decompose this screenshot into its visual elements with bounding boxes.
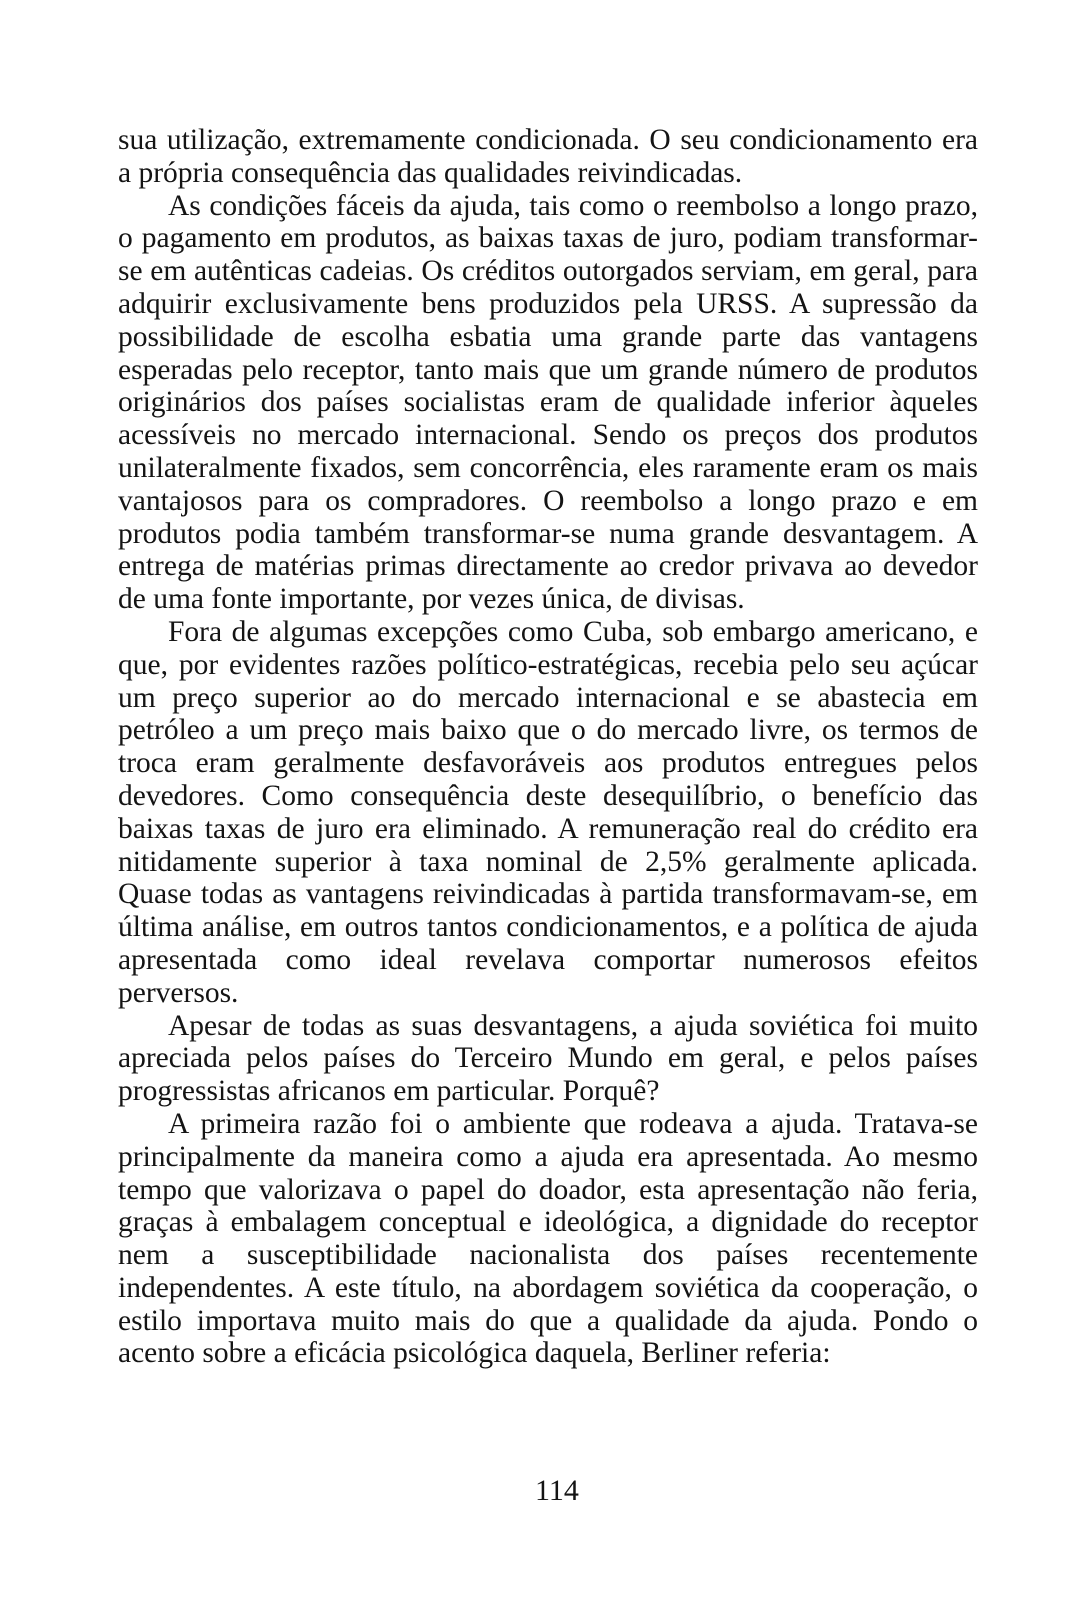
paragraph-first-reason: A primeira razão foi o ambiente que rodeava a ajuda. Tratava-se principalmente da maneira como a ajuda era apresentada. Ao mesmo tempo que valorizava o papel do doador, esta apresentação não feria, graças à embalagem conceptual e ideológica, a dignidade do receptor nem a susceptibilidade nacionalista dos países recentemente independentes. A este título, na abordagem soviética da cooperação, o estilo importava muito mais do que a qualidade da ajuda. Pondo o acento sobre a eficácia psicológica daquela, Berliner referia: — [118, 1107, 978, 1370]
paragraph-conditions: As condições fáceis da ajuda, tais como o reembolso a longo prazo, o pagamento em produtos, as baixas taxas de juro, podiam transformar-se em autênticas cadeias. Os créditos outorgados serviam, em geral, para adquirir exclusivamente bens produzidos pela URSS. A supressão da possibilidade de escolha esbatia uma grande parte das vantagens esperadas pelo receptor, tanto mais que um grande número de produtos originários dos países socialistas eram de qualidade inferior àqueles acessíveis no mercado internacional. Sendo os preços dos produtos unilateralmente fixados, sem concorrência, eles raramente eram os mais vantajosos para os compradores. O reembolso a longo prazo e em produtos podia também transformar-se numa grande desvantagem. A entrega de matérias primas directamente ao credor privava ao devedor de uma fonte importante, por vezes única, de divisas. — [118, 189, 978, 616]
paragraph-continuation: sua utilização, extremamente condicionada. O seu condicionamento era a própria consequência das qualidades reivindicadas. — [118, 124, 978, 189]
paragraph-exceptions: Fora de algumas excepções como Cuba, sob embargo americano, e que, por evidentes razões político-estratégicas, recebia pelo seu açúcar um preço superior ao do mercado internacional e se abastecia em petróleo a um preço mais baixo que o do mercado livre, os termos de troca eram geralmente desfavoráveis aos produtos entregues pelos devedores. Como consequência deste desequilíbrio, o benefício das baixas taxas de juro era eliminado. A remuneração real do crédito era nitidamente superior à taxa nominal de 2,5% geralmente aplicada. Quase todas as vantagens reivindicadas à partida transformavam-se, em última análise, em outros tantos condicionamentos, e a política de ajuda apresentada como ideal revelava comportar numerosos efeitos perversos. — [118, 615, 978, 1009]
paragraph-appreciation: Apesar de todas as suas desvantagens, a ajuda soviética foi muito apreciada pelos países do Terceiro Mundo em geral, e pelos países progressistas africanos em particular. Porquê? — [118, 1009, 978, 1108]
page-body — [118, 124, 978, 1370]
page-number: 114 — [535, 1474, 579, 1507]
